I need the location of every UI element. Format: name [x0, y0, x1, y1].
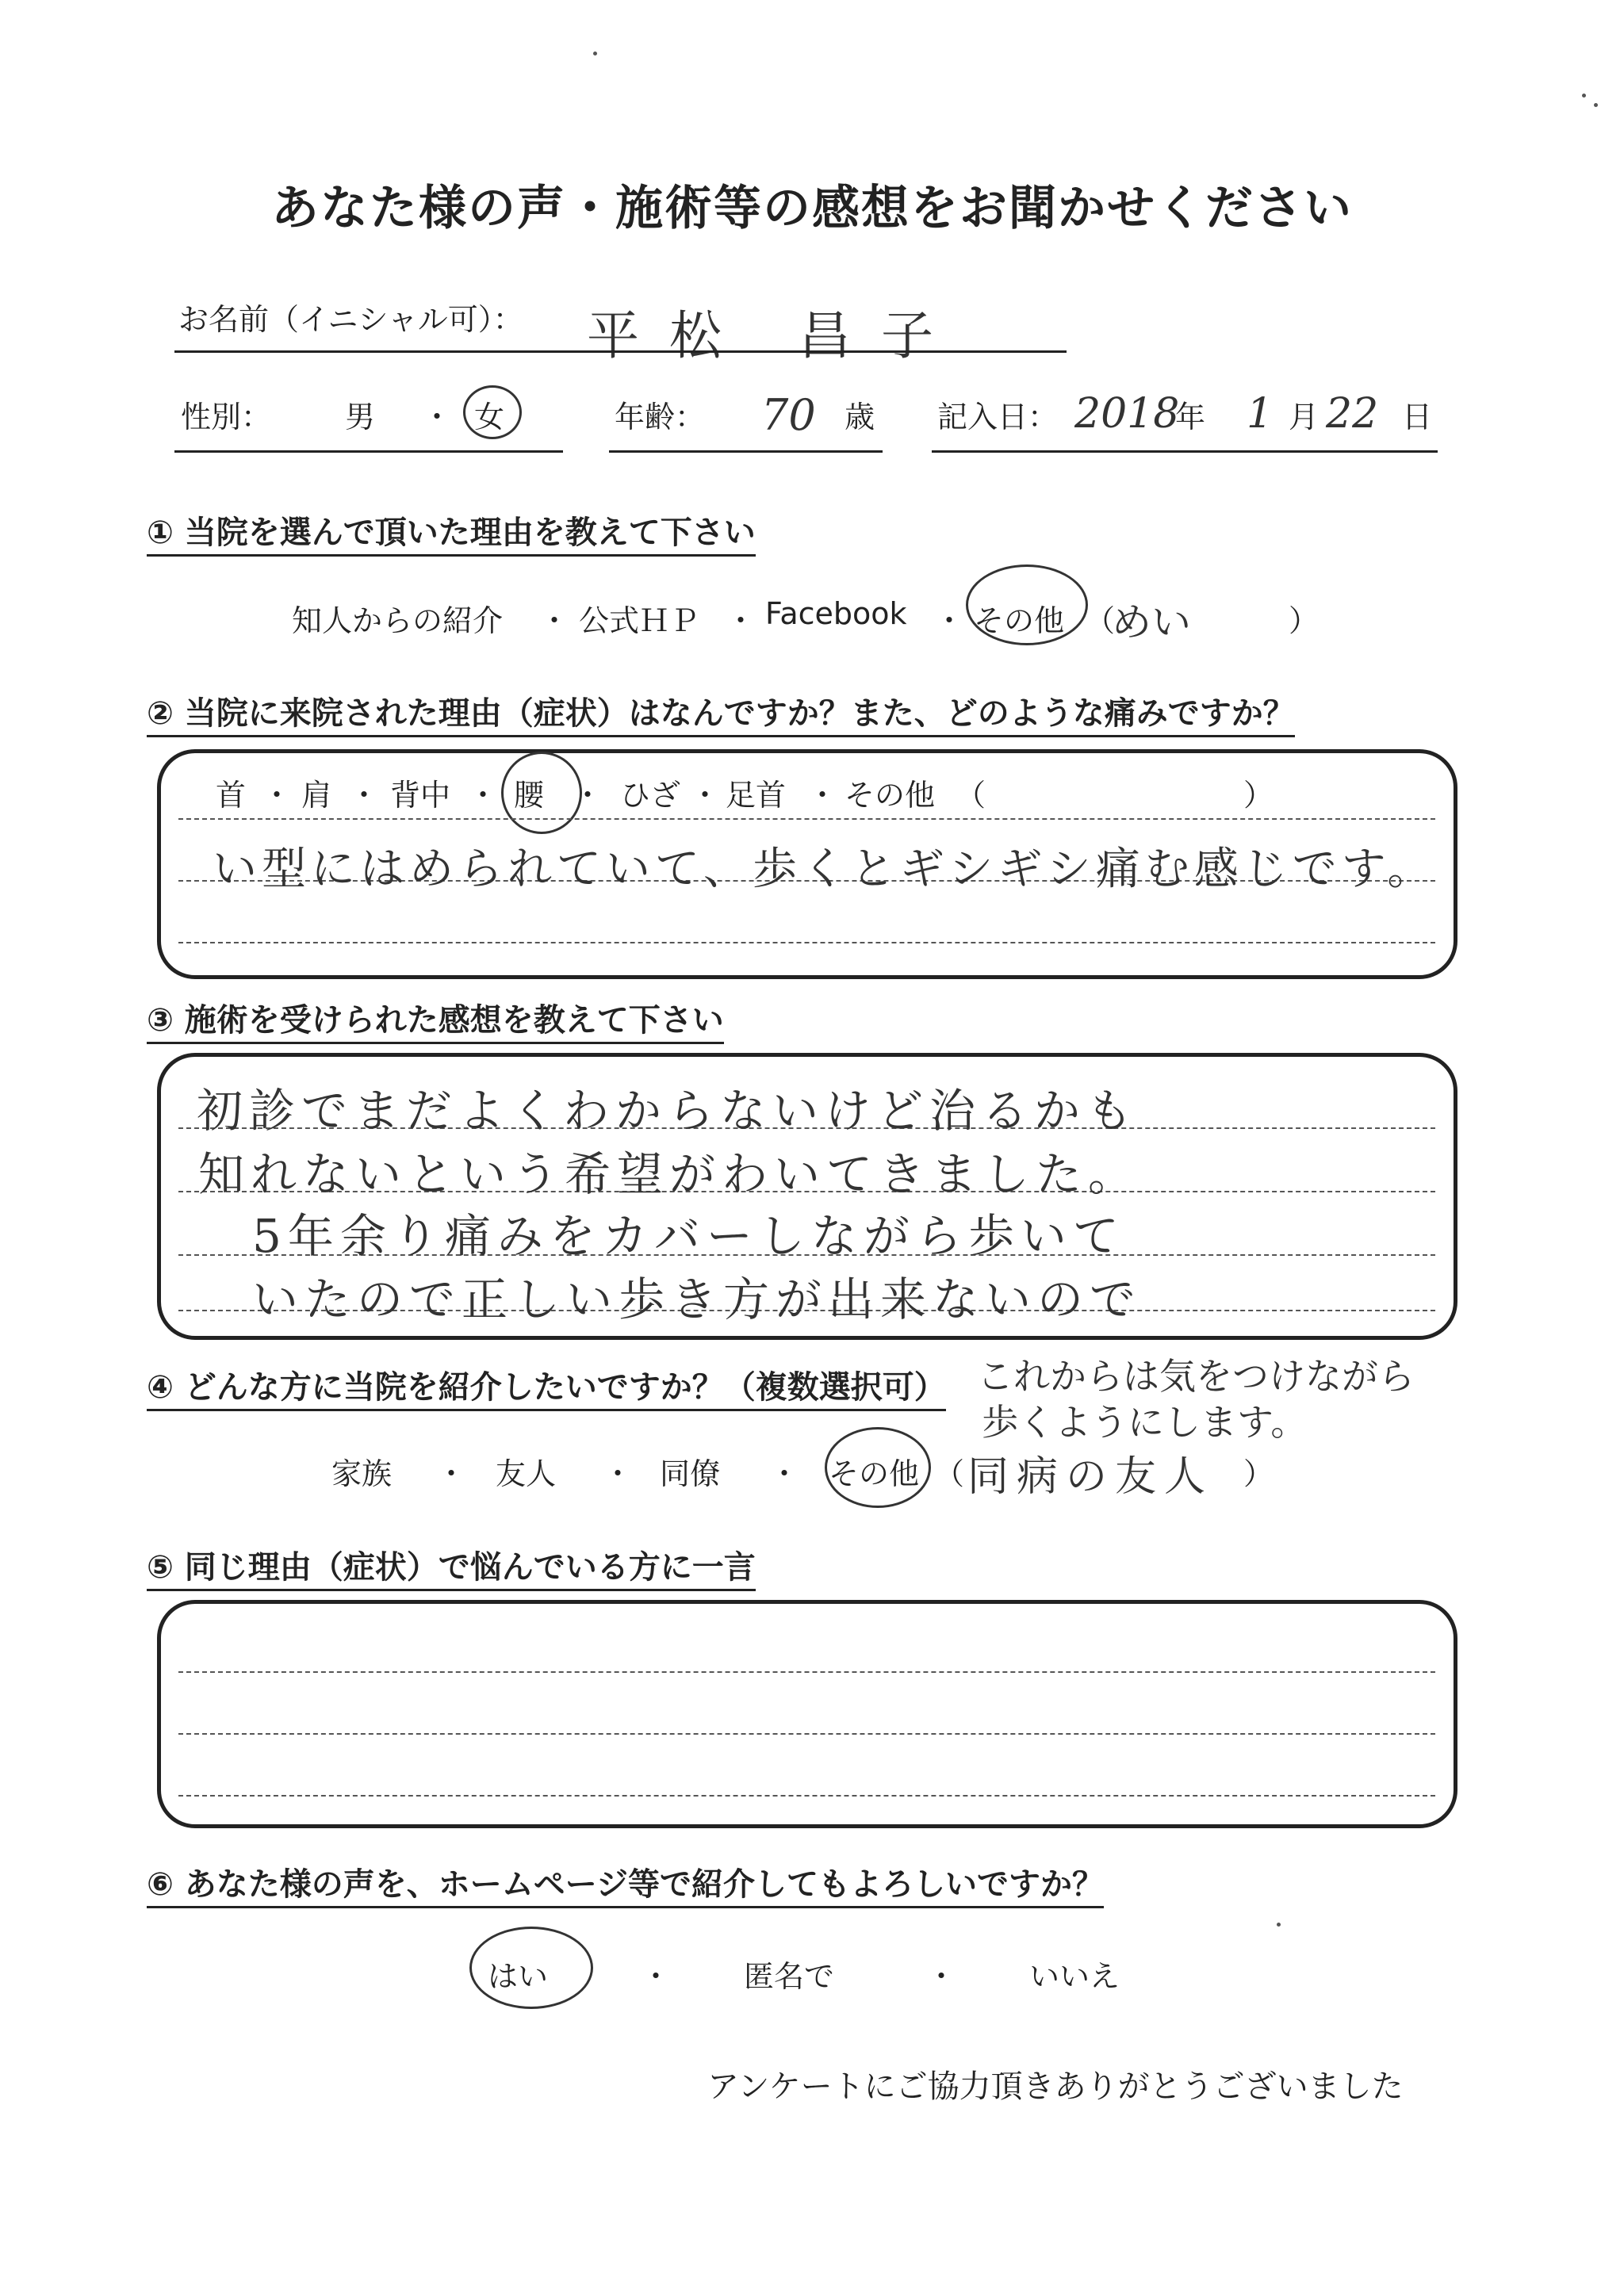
age-unit: 歳: [845, 400, 875, 434]
q4-sep: ・: [436, 1456, 467, 1491]
q3-handwritten-line: いたので正しい歩き方が出来ないので: [252, 1272, 1143, 1326]
q2-option-other: その他: [845, 778, 936, 813]
q6-option-anonymous: 匿名で: [744, 1959, 835, 1994]
q1-option-referral: 知人からの紹介: [292, 603, 504, 638]
form-title: あなた様の声・施術等の感想をお聞かせください: [271, 181, 1353, 236]
q2-sep: ・: [262, 778, 293, 813]
q2-dashed-line: [178, 818, 1435, 820]
q4-option-other: その他: [829, 1456, 920, 1491]
age-value: 70: [761, 390, 816, 440]
q2-option-shoulder: 肩: [301, 778, 332, 813]
q4-option-friend: 友人: [496, 1456, 557, 1491]
scan-speck: [593, 52, 597, 55]
q1-sep: ・: [539, 603, 570, 638]
age-underline: [609, 450, 883, 453]
q2-other-open: （: [956, 778, 986, 813]
date-year: 2018: [1074, 390, 1180, 438]
q6-option-yes: はい: [488, 1959, 549, 1994]
q2-sep: ・: [690, 778, 721, 813]
q3-handwritten-line: 5年余り痛みをカバーしながら歩いて: [252, 1209, 1125, 1263]
q3-continuation-line: 歩くようにします。: [982, 1401, 1308, 1444]
q2-sep: ・: [349, 778, 380, 813]
q2-selected-circle: [501, 752, 582, 834]
q5-dashed-line: [178, 1733, 1435, 1735]
date-month-unit: 月: [1289, 400, 1320, 434]
q4-other-close: ）: [1243, 1456, 1274, 1491]
scan-speck: [1582, 94, 1586, 98]
q2-heading: ② 当院に来院された理由（症状）はなんですか？また、どのような痛みですか？: [147, 688, 1295, 737]
q4-option-family: 家族: [331, 1456, 393, 1491]
q2-handwritten-answer: い型にはめられていて、歩くとギシギシ痛む感じです。: [213, 844, 1437, 895]
q1-other-close: ）: [1289, 603, 1320, 638]
q4-other-text: 同病の友人: [967, 1453, 1214, 1501]
q1-other-open: （: [1085, 603, 1116, 638]
q6-selected-circle: [469, 1927, 593, 2009]
gender-underline: [174, 450, 563, 453]
scan-speck: [1277, 1923, 1281, 1927]
q2-option-neck: 首: [216, 778, 247, 813]
date-label: 記入日：: [937, 400, 1059, 434]
q6-heading: ⑥ あなた様の声を、ホームページ等で紹介してもよろしいですか？: [147, 1859, 1104, 1908]
date-day-unit: 日: [1402, 400, 1433, 434]
gender-label: 性別：: [181, 400, 272, 434]
q5-answer-box: [157, 1600, 1457, 1828]
name-underline: [174, 350, 1067, 353]
q1-option-facebook: Facebook: [765, 596, 907, 631]
q1-option-website: 公式ＨＰ: [579, 603, 700, 638]
gender-separator: ・: [422, 400, 453, 434]
q6-option-no: いいえ: [1029, 1959, 1120, 1994]
q1-option-other: その他: [974, 603, 1065, 638]
age-label: 年齢：: [615, 400, 706, 434]
q4-sep: ・: [603, 1456, 634, 1491]
q3-handwritten-line: 知れないという希望がわいてきました。: [198, 1147, 1141, 1201]
q4-other-open: （: [934, 1456, 965, 1491]
q1-sep: ・: [934, 603, 965, 638]
q4-heading: ④ どんな方に当院を紹介したいですか？（複数選択可）: [147, 1362, 946, 1411]
q2-sep: ・: [573, 778, 603, 813]
gender-selected-circle: [463, 385, 522, 439]
q4-option-colleague: 同僚: [660, 1456, 721, 1491]
gender-female: 女: [474, 400, 505, 434]
q2-sep: ・: [468, 778, 499, 813]
q3-heading: ③ 施術を受けられた感想を教えて下さい: [147, 995, 724, 1044]
q3-continuation-line: これからは気をつけながら: [977, 1355, 1415, 1398]
q5-dashed-line: [178, 1795, 1435, 1797]
gender-male: 男: [345, 400, 376, 434]
q1-selected-circle: [966, 564, 1088, 645]
name-value: 平松 昌子: [587, 305, 963, 366]
q4-selected-circle: [825, 1427, 931, 1508]
footer-thanks: アンケートにご協力頂きありがとうございました: [707, 2068, 1404, 2105]
q6-sep: ・: [926, 1959, 957, 1994]
q2-sep: ・: [807, 778, 838, 813]
date-month: 1: [1247, 390, 1274, 438]
scan-speck: [1594, 103, 1598, 107]
name-label: お名前（イニシャル可）：: [178, 302, 523, 337]
date-day: 22: [1326, 390, 1379, 438]
q1-other-text: めい: [1112, 599, 1191, 645]
q5-dashed-line: [178, 1671, 1435, 1673]
q3-handwritten-line: 初診でまだよくわからないけど治るかも: [197, 1084, 1139, 1138]
q1-sep: ・: [726, 603, 756, 638]
q2-other-close: ）: [1243, 778, 1274, 813]
q2-option-ankle: 足首: [726, 778, 787, 813]
q6-sep: ・: [641, 1959, 672, 1994]
q5-heading: ⑤ 同じ理由（症状）で悩んでいる方に一言: [147, 1542, 756, 1591]
q2-option-back: 背中: [390, 778, 451, 813]
date-year-unit: 年: [1175, 400, 1206, 434]
q4-sep: ・: [769, 1456, 800, 1491]
q2-option-knee: ひざ: [620, 778, 681, 813]
q2-option-lower-back: 腰: [514, 778, 545, 813]
q1-heading: ① 当院を選んで頂いた理由を教えて下さい: [147, 507, 756, 557]
q2-dashed-line: [178, 942, 1435, 943]
date-underline: [932, 450, 1438, 453]
